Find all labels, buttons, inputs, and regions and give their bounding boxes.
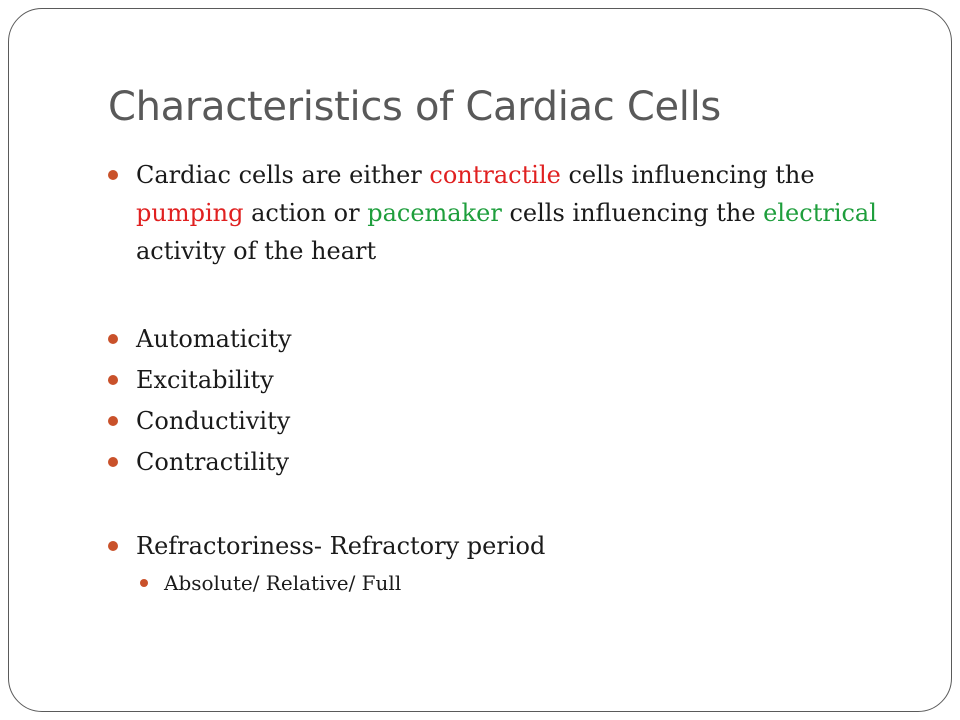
- bullet-conductivity-label: Conductivity: [136, 407, 291, 435]
- bullet-refractoriness-label: Refractoriness- Refractory period: [136, 532, 546, 560]
- bullet-conductivity: [108, 402, 708, 440]
- bullet-automaticity-label: Automaticity: [136, 325, 292, 353]
- bullet-refractoriness: [108, 527, 808, 565]
- bullet-intro-line-2: [136, 194, 877, 232]
- sub-bullet-dot-icon: [140, 579, 148, 587]
- bullet-excitability: [108, 361, 708, 399]
- slide-title: Characteristics of Cardiac Cells: [108, 84, 721, 130]
- intro-text-3: action or: [243, 199, 368, 227]
- intro-electrical: electrical: [763, 199, 877, 227]
- bullet-excitability-label: Excitability: [136, 366, 274, 394]
- bullet-dot-icon: [108, 457, 118, 467]
- bullet-dot-icon: [108, 334, 118, 344]
- bullet-dot-icon: [108, 416, 118, 426]
- bullet-contractility-label: Contractility: [136, 448, 290, 476]
- bullet-intro-line-1: [136, 156, 815, 194]
- sub-bullet-refractory-types-label: Absolute/ Relative/ Full: [164, 571, 402, 595]
- intro-text-1: Cardiac cells are either: [136, 161, 430, 189]
- bullet-dot-icon: [108, 541, 118, 551]
- bullet-contractility: [108, 443, 708, 481]
- bullet-dot-icon: [108, 170, 118, 180]
- sub-bullet-refractory-types: [140, 568, 740, 598]
- intro-contractile: contractile: [429, 161, 561, 189]
- intro-text-2: cells influencing the: [560, 161, 815, 189]
- bullet-intro-line-3: [136, 232, 376, 270]
- intro-pumping: pumping: [136, 199, 244, 227]
- intro-text-5: activity of the heart: [136, 237, 377, 265]
- intro-pacemaker: pacemaker: [367, 199, 502, 227]
- bullet-dot-icon: [108, 375, 118, 385]
- intro-text-4: cells influencing the: [501, 199, 764, 227]
- bullet-intro: [108, 156, 908, 270]
- bullet-automaticity: [108, 320, 708, 358]
